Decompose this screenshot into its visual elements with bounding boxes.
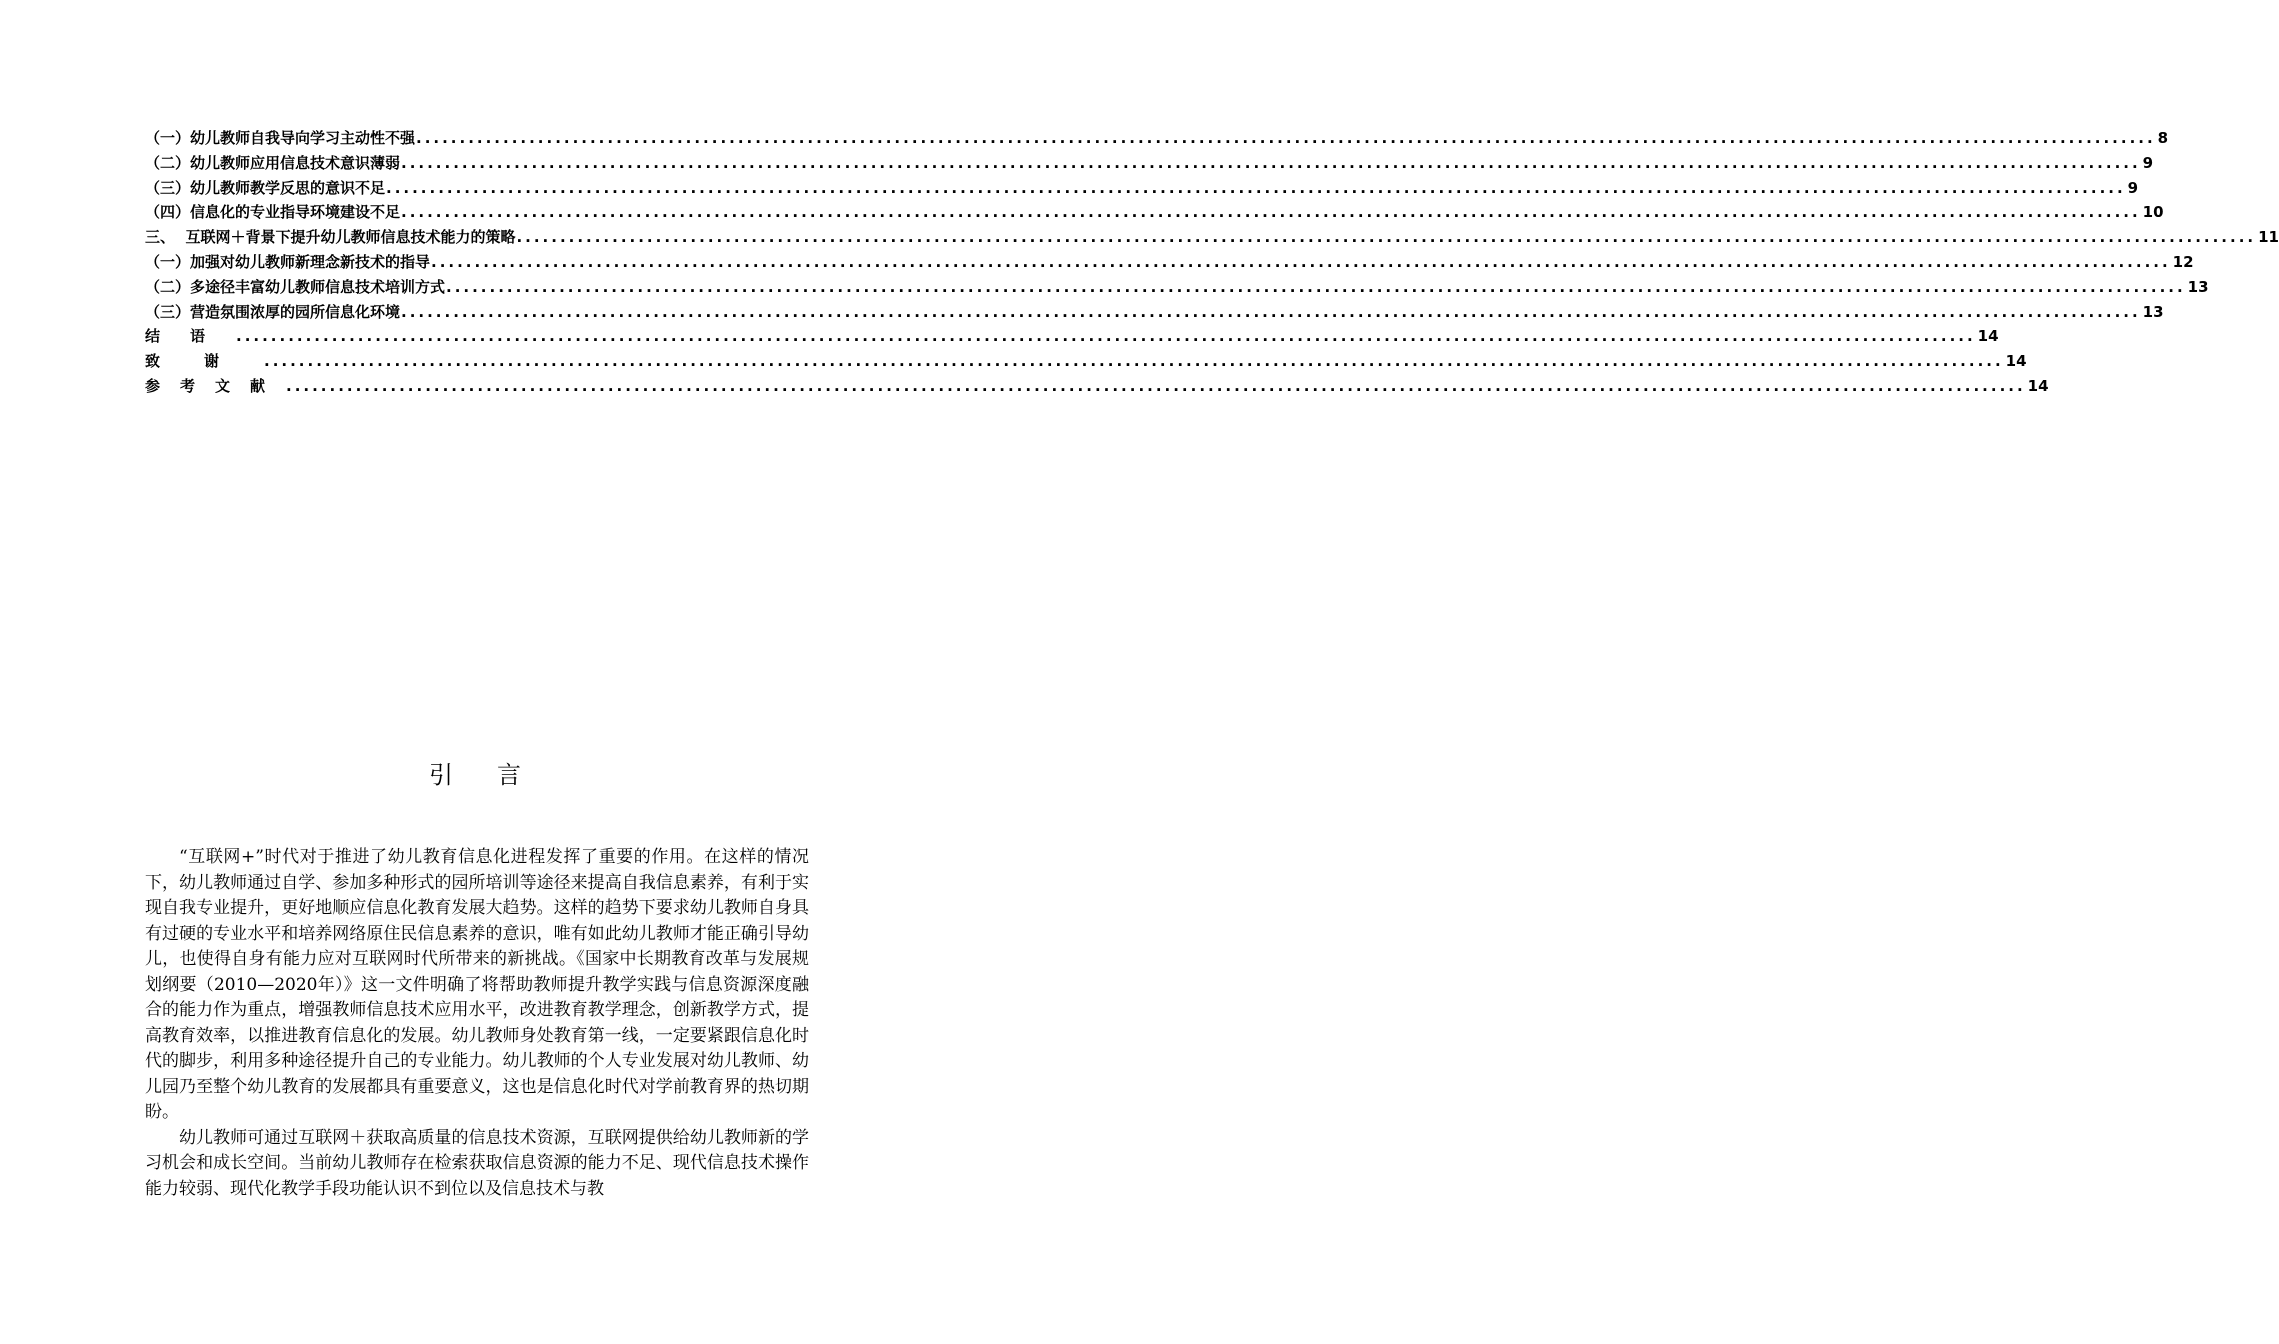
toc-leader-dots: ........................................................................................................................................................................................................ — [446, 277, 2186, 296]
toc-entry-page: 13 — [2187, 277, 2209, 296]
toc-entry-page: 9 — [2142, 153, 2154, 172]
toc-entry-page: 12 — [2172, 252, 2194, 271]
toc-entry-page: 14 — [2027, 376, 2049, 395]
toc-entry[interactable] — [145, 300, 2164, 325]
toc-entry-page: 9 — [2127, 178, 2139, 197]
paragraph: 幼儿教师可通过互联网＋获取高质量的信息技术资源，互联网提供给幼儿教师新的学习机会和成长空间。当前幼儿教师存在检索获取信息资源的能力不足、现代信息技术操作能力较弱、现代化教学手段功能认识不到位以及信息技术与教 — [145, 1127, 809, 1199]
toc-entry-page: 8 — [2157, 129, 2169, 147]
toc-entry-page: 11 — [2258, 228, 2279, 247]
toc-leader-dots: ........................................................................................................................................................................................................ — [431, 252, 2171, 271]
toc-entry-title: 参考文献 — [145, 376, 286, 395]
introduction-body — [145, 845, 809, 1202]
toc-entry[interactable] — [145, 250, 2194, 275]
toc-entry[interactable] — [145, 225, 2279, 250]
toc-entry[interactable] — [145, 275, 2209, 300]
toc-leader-dots: ........................................................................................................................................................................................................ — [386, 178, 2126, 197]
toc-leader-dots: ........................................................................................................................................................................................................ — [516, 228, 2257, 247]
toc-entry-page: 10 — [2142, 203, 2164, 222]
toc-entry[interactable] — [145, 200, 2164, 225]
toc-leader-dots: ........................................................................................................................................................................................................ — [286, 376, 2026, 395]
toc-entry-title: （一）幼儿教师自我导向学习主动性不强 — [145, 129, 416, 147]
toc-entry[interactable] — [145, 176, 2139, 201]
toc-entry[interactable] — [145, 126, 2169, 151]
toc-entry-title: （四）信息化的专业指导环境建设不足 — [145, 203, 401, 222]
toc-leader-dots: ........................................................................................................................................................................................................ — [236, 327, 1976, 346]
toc-entry-title: （一）加强对幼儿教师新理念新技术的指导 — [145, 252, 431, 271]
toc-entry[interactable] — [145, 349, 2027, 374]
toc-leader-dots: ........................................................................................................................................................................................................ — [264, 352, 2004, 371]
toc-leader-dots: ........................................................................................................................................................................................................ — [416, 129, 2156, 147]
toc-entry[interactable] — [145, 324, 1999, 349]
toc-entry-title: （二）多途径丰富幼儿教师信息技术培训方式 — [145, 277, 446, 296]
toc-entry-page: 14 — [2005, 352, 2027, 371]
toc-leader-dots: ........................................................................................................................................................................................................ — [401, 203, 2141, 222]
toc-entry-page: 13 — [2142, 302, 2164, 321]
section-heading-introduction: 引言 — [429, 761, 565, 789]
toc-entry-page: 14 — [1977, 327, 1999, 346]
toc-entry-title: （三）营造氛围浓厚的园所信息化环境 — [145, 302, 401, 321]
toc-entry-title: 结语 — [145, 327, 236, 346]
paragraph: “互联网+”时代对于推进了幼儿教育信息化进程发挥了重要的作用。在这样的情况下，幼儿教师通过自学、参加多种形式的园所培训等途径来提高自我信息素养，有利于实现自我专业提升，更好地顺应信息化教育发展大趋势。这样的趋势下要求幼儿教师自身具有过硬的专业水平和培养网络原住民信息素养的意识，唯有如此幼儿教师才能正确引导幼儿，也使得自身有能力应对互联网时代所带来的新挑战。《国家中长期教育改革与发展规划纲要（2010—2020年）》这一文件明确了将帮助教师提升教学实践与信息资源深度融合的能力作为重点，增强教师信息技术应用水平，改进教育教学理念，创新教学方式，提高教育效率，以推进教育信息化的发展。幼儿教师身处教育第一线，一定要紧跟信息化时代的脚步，利用多种途径提升自己的专业能力。幼儿教师的个人专业发展对幼儿教师、幼儿园乃至整个幼儿教育的发展都具有重要意义，这也是信息化时代对学前教育界的热切期盼。 — [145, 847, 809, 1122]
toc-entry[interactable] — [145, 151, 2154, 176]
toc-entry-title: （二）幼儿教师应用信息技术意识薄弱 — [145, 153, 401, 172]
toc-entry[interactable] — [145, 374, 2049, 399]
toc-entry-title: 致谢 — [145, 352, 264, 371]
toc-leader-dots: ........................................................................................................................................................................................................ — [401, 302, 2141, 321]
toc-entry-title: （三）幼儿教师教学反思的意识不足 — [145, 178, 386, 197]
toc-entry-title: 三、 互联网＋背景下提升幼儿教师信息技术能力的策略 — [145, 228, 516, 247]
toc-leader-dots: ........................................................................................................................................................................................................ — [401, 153, 2141, 172]
table-of-contents — [145, 126, 2279, 399]
